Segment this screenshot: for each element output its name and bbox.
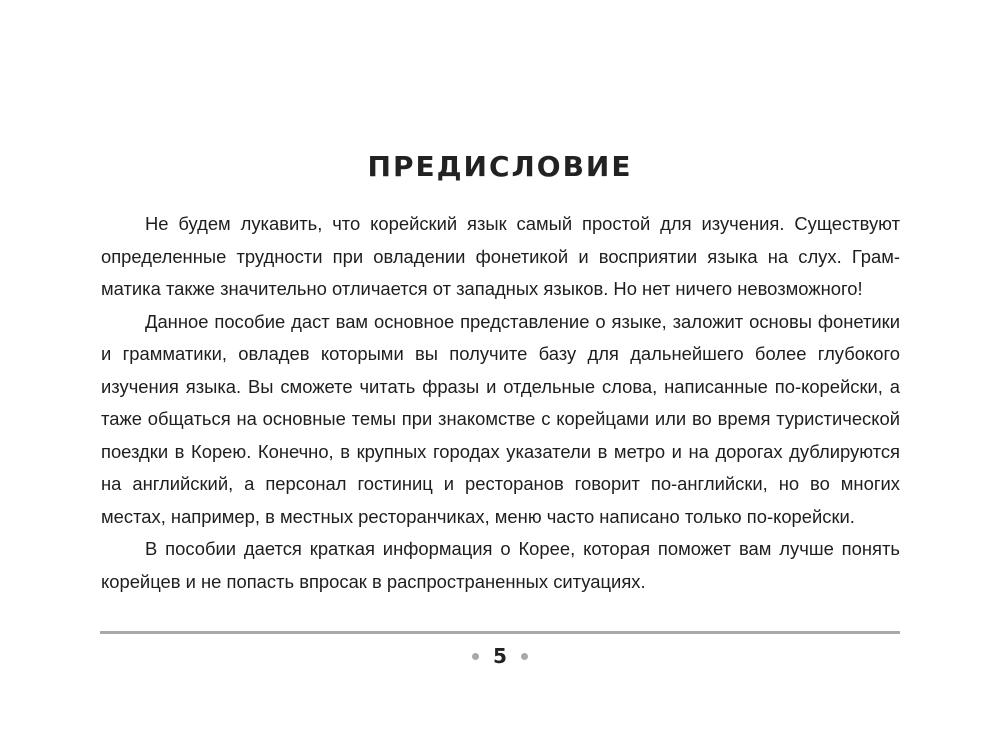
body-text [101,208,900,598]
page-number: 5 [493,644,507,668]
page-title: ПРЕДИСЛОВИЕ [367,149,633,183]
paragraph-3: В пособии дается краткая информация о Корее, которая поможет вам лучше понять корейцев и не попасть впросак в распространенных ситуациях. [101,538,900,592]
dot-left-icon [472,653,479,660]
footer-divider [100,631,900,634]
dot-right-icon [521,653,528,660]
page-footer [0,642,1000,670]
paragraph-1: Не будем лукавить, что корейский язык самый простой для изучения. Существуют определенные трудности при овладении фонетикой и восприятии языка на слух. Грамматика также значительно отличается от западных языков. Но нет ничего невозможного! [101,213,900,299]
paragraph-2: Данное пособие даст вам основное представление о языке, заложит основы фонетики и грамматики, овладев которыми вы получите базу для дальнейшего более глубокого изучения языка. Вы сможете читать фразы и отдельные слова, написанные по-корейски, а таже общаться на основные темы при знакомстве с корейцами или во время туристической поездки в Корею. Конечно, в крупных городах указатели в метро и на дорогах дублируются на английский, а персонал гостиниц и ресторанов говорит по-английски, но во многих местах, например, в местных ресторанчиках, меню часто написано только по-корейски. [101,310,900,527]
